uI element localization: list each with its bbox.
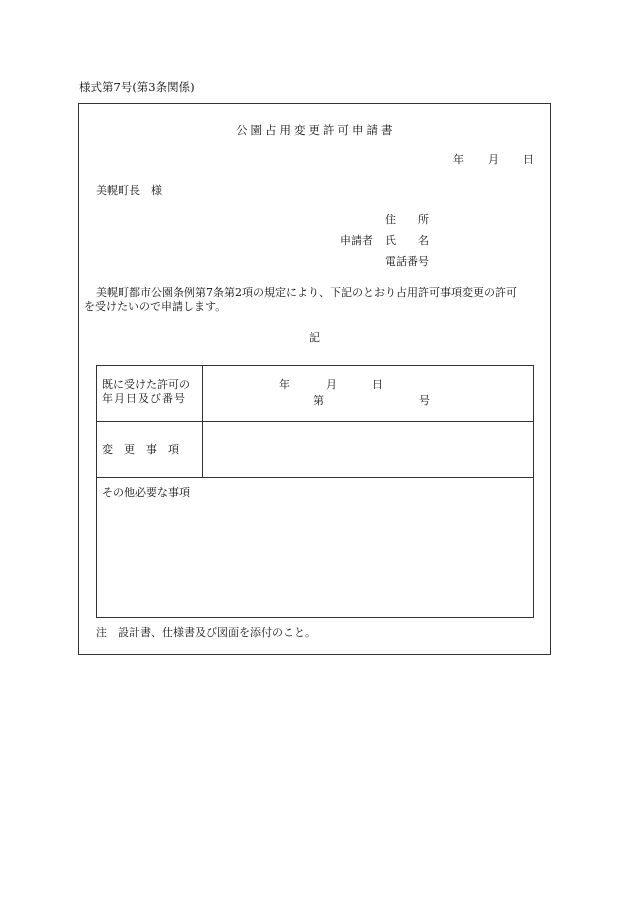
- table-divider-1: [97, 421, 533, 422]
- footnote: 注 設計書、仕様書及び図面を添付のこと。: [96, 626, 316, 639]
- form-title: 公園占用変更許可申請書: [236, 123, 396, 137]
- ki-label: 記: [309, 331, 320, 344]
- name-label: 氏 名: [385, 234, 429, 247]
- addressee: 美幌町長 様: [96, 184, 162, 197]
- row1-label-line2: 年月日及び番号: [102, 392, 186, 405]
- table-divider-2: [97, 477, 533, 478]
- row3-label: その他必要な事項: [102, 486, 190, 499]
- row1-label-line1: 既に受けた許可の: [102, 378, 190, 391]
- body-text-line2: を受けたいので申請します。: [84, 300, 227, 313]
- row1-day-label: 日: [372, 378, 383, 391]
- form-number: 様式第7号(第3条関係): [79, 80, 195, 94]
- phone-label: 電話番号: [385, 255, 429, 268]
- row2-label: 変 更 事 項: [102, 443, 179, 456]
- table-column-divider: [202, 366, 203, 477]
- date-year-label: 年: [453, 153, 464, 166]
- applicant-label: 申請者: [340, 234, 373, 247]
- address-label: 住 所: [385, 213, 429, 226]
- row1-go-label: 号: [419, 394, 430, 407]
- date-month-label: 月: [488, 153, 499, 166]
- body-text-line1: 美幌町都市公園条例第7条第2項の規定により、下記のとおり占用許可事項変更の許可: [96, 286, 517, 299]
- date-day-label: 日: [523, 153, 534, 166]
- row1-month-label: 月: [326, 378, 337, 391]
- row1-year-label: 年: [279, 378, 290, 391]
- row1-dai-label: 第: [313, 394, 324, 407]
- detail-table: [96, 365, 534, 618]
